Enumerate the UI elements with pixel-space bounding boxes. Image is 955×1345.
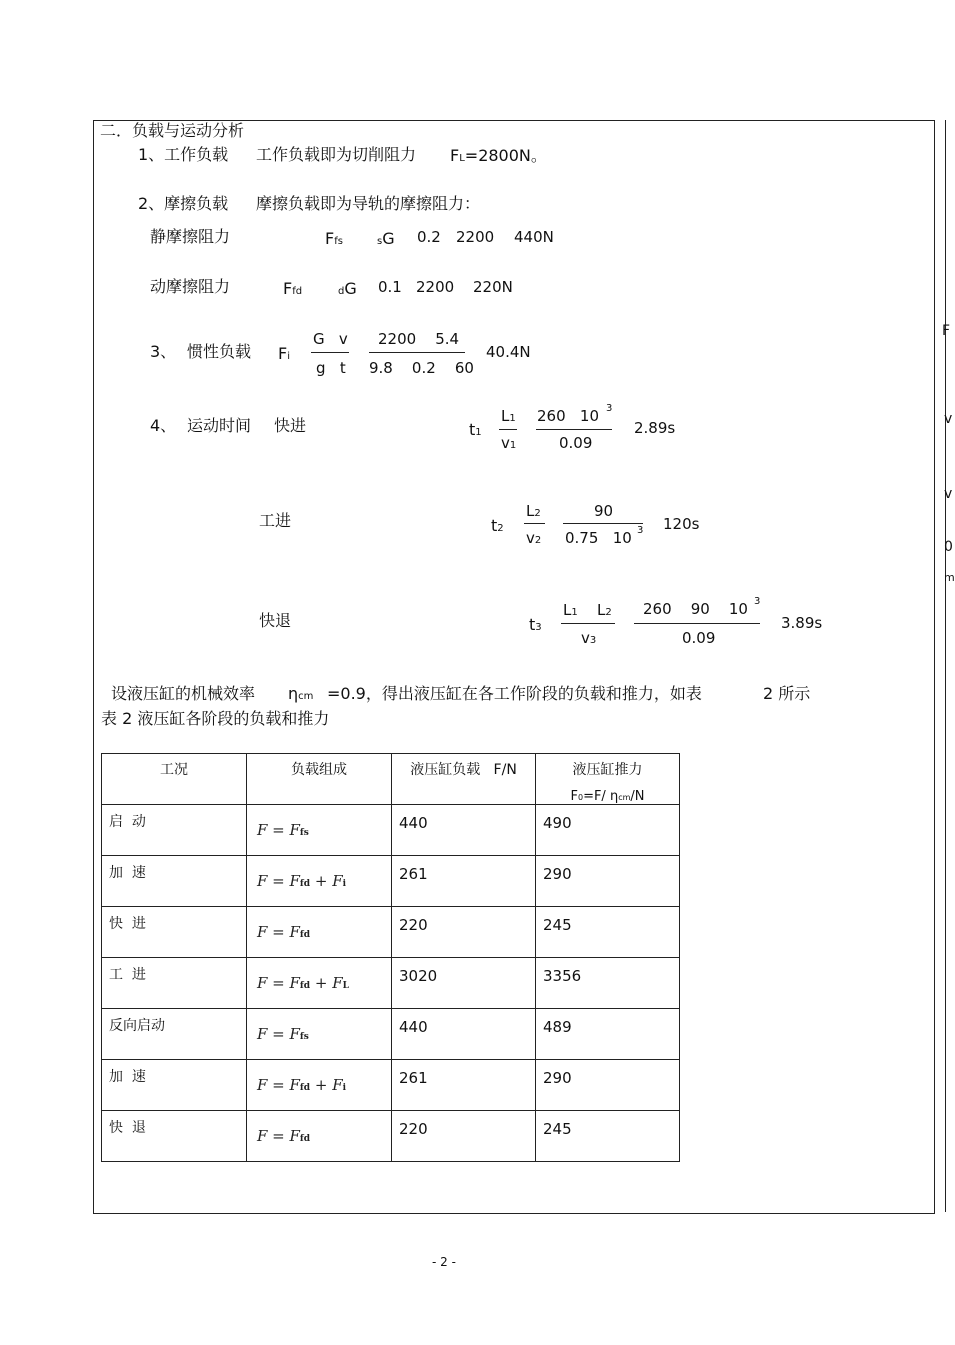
row-formula-sub2: L [342,981,349,991]
section-title: 二．负载与运动分析 [100,121,245,140]
row-formula-sub: fd [299,879,311,889]
t2-vsub: 2 [534,535,542,546]
t2-exp: 3 [637,525,644,536]
t1-L: L [501,407,510,425]
dynamic-c1: 0.1 [378,278,402,296]
header-cell [102,754,247,805]
row-formula-sub: fs [299,828,309,838]
row-name: 反向启动 [109,1018,165,1034]
row-formula-sub2: i [342,1083,347,1093]
t1-exp: 3 [606,403,613,414]
cell-load [392,1111,536,1162]
t3-num: 260 90 10 [643,600,748,618]
dynamic-result: 220 [473,278,502,296]
inertia-den2: 9.8 0.2 60 [369,359,474,377]
page-number: - 2 - [432,1255,456,1269]
cell-composition [247,1111,392,1162]
header-thrust-eta-sub: cm [618,793,631,802]
cell-composition [247,958,392,1009]
table-header-row [102,754,680,805]
header-composition: 负载组成 [291,762,347,778]
t1-frac1-line [499,429,517,430]
row-formula: F = F [257,1127,300,1145]
t3-v: v [581,629,590,647]
efficiency-text-c: 2 所示 [763,684,811,703]
item1-label: 1、工作负载 [138,145,229,164]
static-c2: 2200 [456,228,495,246]
dynamic-friction-label: 动摩擦阻力 [150,277,231,296]
header-condition: 工况 [160,762,188,778]
t3-den: 0.09 [682,629,716,647]
header-thrust-F: F [570,789,578,804]
row-name: 工 进 [109,967,146,983]
row-name: 启 动 [109,814,146,830]
table-row [102,1111,680,1162]
header-thrust-unit: /N [630,789,645,804]
inertia-unit: N [519,343,531,361]
row-formula-sub: fd [299,981,311,991]
cell-composition [247,1060,392,1111]
row-thrust: 245 [543,916,572,934]
table-caption: 表 2 液压缸各阶段的负载和推力 [101,709,330,728]
cell-composition [247,907,392,958]
inertia-Fsub: i [287,351,290,362]
row-formula-sub: fd [299,930,311,940]
static-F: F [325,229,335,248]
t1-frac2-line [536,429,612,430]
t2-t: t [491,516,498,535]
inertia-frac1-line [311,352,349,353]
static-friction-label: 静摩擦阻力 [150,227,231,246]
dynamic-G: G [344,279,357,298]
t3-tsub: 3 [535,622,542,633]
load-table [101,753,680,1162]
inertia-text: 惯性负载 [187,342,252,361]
t3-vsub: 3 [589,635,597,646]
t3-L2sub: 2 [605,607,612,618]
t2-den: 0.75 10 [565,529,632,547]
cell-load [392,907,536,958]
row-formula-plus: + F [310,1076,343,1094]
header-cell [392,754,536,805]
row-formula-plus: + F [310,974,343,992]
row-name: 加 速 [109,865,146,881]
t2-L: L [526,502,535,520]
cell-composition [247,805,392,856]
efficiency-text-b: =0.9，得出液压缸在各工作阶段的负载和推力，如表 [327,684,702,703]
t2-Lsub: 2 [534,508,541,519]
table-row [102,1060,680,1111]
cell-thrust [536,1009,680,1060]
t3-L1: L [563,601,572,619]
cell-condition [102,1009,247,1060]
t1-tsub: 1 [475,427,482,438]
row-load: 261 [399,865,428,883]
header-cell [536,754,680,805]
table-row [102,958,680,1009]
margin-char: m [944,571,955,584]
row-load: 440 [399,814,428,832]
row-formula-sub: fs [299,1032,309,1042]
cell-thrust [536,805,680,856]
item2-label: 2、摩擦负载 [138,194,229,213]
dynamic-unit: N [501,278,513,296]
header-thrust-F-sub: 0 [577,793,584,802]
row-formula: F = F [257,1025,300,1043]
cell-thrust [536,1060,680,1111]
t1-v: v [501,434,510,452]
row-thrust: 290 [543,1069,572,1087]
static-unit: N [542,228,554,246]
row-load: 261 [399,1069,428,1087]
cell-condition [102,907,247,958]
table-row [102,856,680,907]
cell-thrust [536,856,680,907]
cell-condition [102,856,247,907]
row-formula-sub2: i [342,879,347,889]
inertia-frac2-line [369,352,465,353]
t1-Lsub: 1 [509,413,516,424]
t2-frac2-line [563,523,643,524]
cell-thrust [536,907,680,958]
t2-frac1-line [524,523,545,524]
row-thrust: 489 [543,1018,572,1036]
inertia-den1: g t [316,359,346,377]
item1-value: =2800N。 [464,146,547,165]
static-G: G [382,229,395,248]
static-mu-sub: s [377,236,383,247]
t3-L2: L [597,601,606,619]
inertia-F: F [278,344,288,363]
efficiency-text-a: 设液压缸的机械效率 [111,684,256,703]
row-formula-sub: fd [299,1134,311,1144]
efficiency-eta: η [288,684,299,703]
row-formula: F = F [257,872,300,890]
motion-fast: 快进 [274,416,307,435]
row-thrust: 290 [543,865,572,883]
t3-result: 3.89s [781,614,823,632]
row-name: 快 退 [109,1120,146,1136]
t3-exp: 3 [754,596,761,607]
cell-load [392,805,536,856]
header-load: 液压缸负载 F/N [410,762,517,778]
cell-load [392,856,536,907]
cell-thrust [536,1111,680,1162]
t2-result: 120s [663,515,700,533]
row-name: 快 进 [109,916,146,932]
margin-char: 0 [944,539,953,555]
header-thrust: 液压缸推力 [572,762,643,778]
table-row [102,1009,680,1060]
motion-text: 运动时间 [187,416,252,435]
margin-char: v [944,486,953,502]
row-thrust: 490 [543,814,572,832]
cell-load [392,958,536,1009]
cell-thrust [536,958,680,1009]
row-thrust: 245 [543,1120,572,1138]
inertia-label: 3、 [150,342,177,361]
table-row [102,907,680,958]
cell-load [392,1009,536,1060]
margin-char: F [942,323,951,339]
cell-condition [102,1111,247,1162]
row-load: 3020 [399,967,438,985]
motion-back: 快退 [259,611,292,630]
t2-tsub: 2 [497,523,504,534]
cell-composition [247,856,392,907]
inertia-num2: 2200 5.4 [378,330,460,348]
t3-frac2-line [634,623,760,624]
t1-num: 260 10 [537,407,600,425]
item1-text: 工作负载即为切削阻力 [256,145,417,164]
dynamic-Fsub: fd [292,286,303,297]
t1-result: 2.89s [634,419,676,437]
row-name: 加 速 [109,1069,146,1085]
row-formula: F = F [257,1076,300,1094]
dynamic-mu-sub: d [338,286,345,297]
header-thrust-eq: =F/ η [583,789,619,804]
row-load: 220 [399,1120,428,1138]
inertia-num1: G v [313,330,348,348]
static-Fsub: fs [334,236,343,247]
t1-den: 0.09 [559,434,593,452]
row-thrust: 3356 [543,967,582,985]
row-formula-sub: fd [299,1083,311,1093]
item1-formula: F [450,146,460,165]
t2-num: 90 [594,502,614,520]
item2-text: 摩擦负载即为导轨的摩擦阻力： [256,194,481,213]
static-result: 440 [514,228,543,246]
margin-char: v [944,411,953,427]
cell-condition [102,1060,247,1111]
row-formula: F = F [257,821,300,839]
adjacent-frame-edge [945,120,946,1212]
cell-composition [247,1009,392,1060]
item1-sub: L [459,153,465,164]
row-load: 440 [399,1018,428,1036]
row-formula-plus: + F [310,872,343,890]
t3-frac1-line [561,623,615,624]
cell-condition [102,958,247,1009]
motion-label: 4、 [150,416,177,435]
t1-vsub: 1 [509,440,517,451]
t3-L1sub: 1 [571,607,578,618]
t1-t: t [469,420,476,439]
efficiency-eta-sub: cm [298,691,314,702]
t3-t: t [529,615,536,634]
table-row [102,805,680,856]
inertia-result: 40.4 [486,343,520,361]
cell-condition [102,805,247,856]
motion-work: 工进 [259,511,292,530]
cell-load [392,1060,536,1111]
dynamic-F: F [283,279,293,298]
dynamic-c2: 2200 [416,278,455,296]
t2-v: v [526,529,535,547]
static-c1: 0.2 [417,228,441,246]
row-formula: F = F [257,974,300,992]
header-cell [247,754,392,805]
row-formula: F = F [257,923,300,941]
row-load: 220 [399,916,428,934]
